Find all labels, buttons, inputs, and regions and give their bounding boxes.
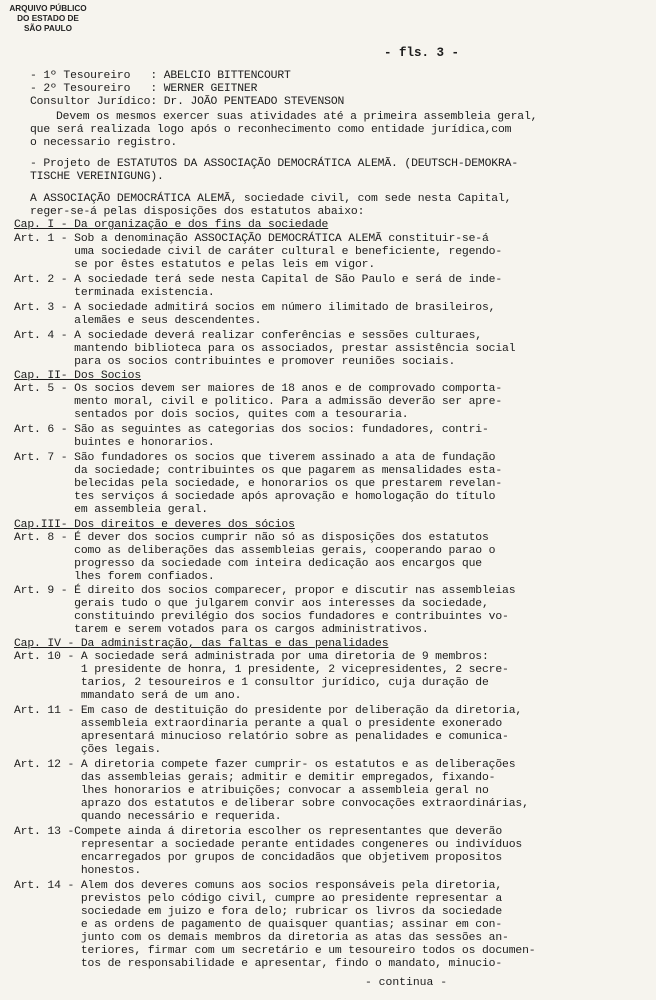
text-line: A ASSOCIAÇÃO DEMOCRÁTICA ALEMÃ, sociedade civil, com sede nesta Capital, — [30, 193, 512, 205]
continuation-note: - continua - — [365, 977, 448, 989]
text-line: Cap. II- Dos Socios — [14, 370, 142, 382]
text-line: ções legais. — [14, 744, 162, 756]
text-line: Art. 3 - A sociedade admitirá socios em número ilimitado de brasileiros, — [14, 302, 496, 314]
text-line: lhes honorarios e atribuições; convocar a assembleia geral no — [14, 785, 489, 797]
text-line: 1 presidente de honra, 1 presidente, 2 vicepresidentes, 2 secre- — [14, 664, 509, 676]
text-line: aprazo dos estatutos e deliberar sobre convocações extraordinárias, — [14, 798, 529, 810]
text-line: Art. 8 - É dever dos socios cumprir não só as disposições dos estatutos — [14, 532, 489, 544]
text-line: Cap. IV - Da administração, das faltas e das penalidades — [14, 638, 389, 650]
stamp-line-1: ARQUIVO PÚBLICO — [9, 4, 87, 13]
text-line: apresentará minucioso relatório sobre as penalidades e comunica- — [14, 731, 509, 743]
text-line: Cap.III- Dos direitos e deveres dos sócios — [14, 519, 295, 531]
text-line: como as deliberações das assembleias gerais, cooperando parao o — [14, 545, 496, 557]
text-line: mento moral, civil e politico. Para a admissão deverão ser apre- — [14, 396, 503, 408]
text-line: Art. 2 - A sociedade terá sede nesta Capital de São Paulo e será de inde- — [14, 274, 503, 286]
text-line: - Projeto de ESTATUTOS DA ASSOCIAÇÃO DEMOCRÁTICA ALEMÃ. (DEUTSCH-DEMOKRA- — [30, 158, 519, 170]
text-line: belecidas pela sociedade, e honorarios os que prestarem revelan- — [14, 478, 503, 490]
archive-stamp — [8, 4, 88, 34]
text-line: previstos pelo código civil, cumpre ao presidente representar a — [14, 893, 503, 905]
text-line: buintes e honorarios. — [14, 437, 215, 449]
text-line: - 2º Tesoureiro : WERNER GEITNER — [30, 83, 258, 95]
text-line: Art. 6 - São as seguintes as categorias dos socios: fundadores, contri- — [14, 424, 489, 436]
text-line: e as ordens de pagamento de quaisquer quantias; assinar em con- — [14, 919, 503, 931]
text-line: gerais tudo o que julgarem convir aos interesses da sociedade, — [14, 598, 489, 610]
text-line: teriores, firmar com um secretário e um tesoureiro todos os documen- — [14, 945, 536, 957]
text-line: mmandato será de um ano. — [14, 690, 242, 702]
text-line: Art. 13 -Compete ainda á diretoria escolher os representantes que deverão — [14, 826, 503, 838]
text-line: se por êstes estatutos e pelas leis em vigor. — [14, 259, 376, 271]
text-line: quando necessário e requerida. — [14, 811, 282, 823]
text-line: assembleia extraordinaria perante a qual o presidente exonerado — [14, 718, 503, 730]
text-line: sentados por dois socios, quites com a tesouraria. — [14, 409, 409, 421]
text-line: Art. 9 - É direito dos socios comparecer, propor e discutir nas assembleias — [14, 585, 516, 597]
text-line: honestos. — [14, 865, 142, 877]
text-line: representar a sociedade perante entidades congeneres ou indivíduos — [14, 839, 523, 851]
text-line: reger-se-á pelas disposições dos estatutos abaixo: — [30, 206, 365, 218]
text-line: tarios, 2 tesoureiros e 1 consultor jurídico, cuja duração de — [14, 677, 489, 689]
text-line: tes serviços á sociedade após aprovação e homologação do título — [14, 491, 496, 503]
text-line: Art. 1 - Sob a denominação ASSOCIAÇÃO DEMOCRÁTICA ALEMÃ constituir-se-á — [14, 233, 489, 245]
text-line: constituindo previlégio dos socios fundadores e contribuintes vo- — [14, 611, 509, 623]
text-line: mantendo biblioteca para os associados, prestar assistência social — [14, 343, 516, 355]
stamp-line-3: SÃO PAULO — [23, 24, 73, 33]
stamp-line-2: DO ESTADO DE — [17, 14, 79, 23]
text-line: progresso da sociedade com inteira dedicação aos encargos que — [14, 558, 482, 570]
text-line: junto com os demais membros da diretoria as atas das sessões an- — [14, 932, 509, 944]
text-line: Art. 7 - São fundadores os socios que tiverem assinado a ata de fundação — [14, 452, 496, 464]
text-line: das assembleias gerais; admitir e demitir empregados, fixando- — [14, 772, 496, 784]
text-line: Art. 10 - A sociedade será administrada por uma diretoria de 9 membros: — [14, 651, 489, 663]
text-line: Art. 14 - Alem dos deveres comuns aos socios responsáveis pela diretoria, — [14, 880, 503, 892]
text-line: o necessario registro. — [30, 137, 178, 149]
text-line: TISCHE VEREINIGUNG). — [30, 171, 164, 183]
text-line: Consultor Jurídico: Dr. JOÃO PENTEADO STEVENSON — [30, 96, 345, 108]
text-line: uma sociedade civil de caráter cultural e beneficiente, regendo- — [14, 246, 503, 258]
text-line: Devem os mesmos exercer suas atividades até a primeira assembleia geral, — [56, 111, 538, 123]
text-line: da sociedade; contribuintes os que pagarem as mensalidades esta- — [14, 465, 503, 477]
text-line: Art. 11 - Em caso de destituição do presidente por deliberação da diretoria, — [14, 705, 523, 717]
folio-number: - fls. 3 - — [384, 46, 460, 60]
text-line: Art. 4 - A sociedade deverá realizar conferências e sessões culturaes, — [14, 330, 482, 342]
text-line: terminada existencia. — [14, 287, 215, 299]
text-line: que será realizada logo após o reconhecimento como entidade jurídica,com — [30, 124, 512, 136]
text-line: tarem e serem votados para os cargos administrativos. — [14, 624, 429, 636]
text-line: lhes forem confiados. — [14, 571, 215, 583]
text-line: alemães e seus descendentes. — [14, 315, 262, 327]
text-line: encarregados por grupos de concidadãos que objetivem propositos — [14, 852, 503, 864]
text-line: Art. 5 - Os socios devem ser maiores de 18 anos e de comprovado comporta- — [14, 383, 503, 395]
text-line: Art. 12 - A diretoria compete fazer cumprir- os estatutos e as deliberações — [14, 759, 516, 771]
text-line: Cap. I - Da organização e dos fins da sociedade — [14, 219, 329, 231]
text-line: tos de responsabilidade e apresentar, findo o mandato, minucio- — [14, 958, 503, 970]
text-line: para os socios contribuintes e promover reuniões sociais. — [14, 356, 456, 368]
text-line: sociedade em juizo e fora delo; rubricar os livros da sociedade — [14, 906, 503, 918]
text-line: em assembleia geral. — [14, 504, 208, 516]
text-line: - 1º Tesoureiro : ABELCIO BITTENCOURT — [30, 70, 291, 82]
